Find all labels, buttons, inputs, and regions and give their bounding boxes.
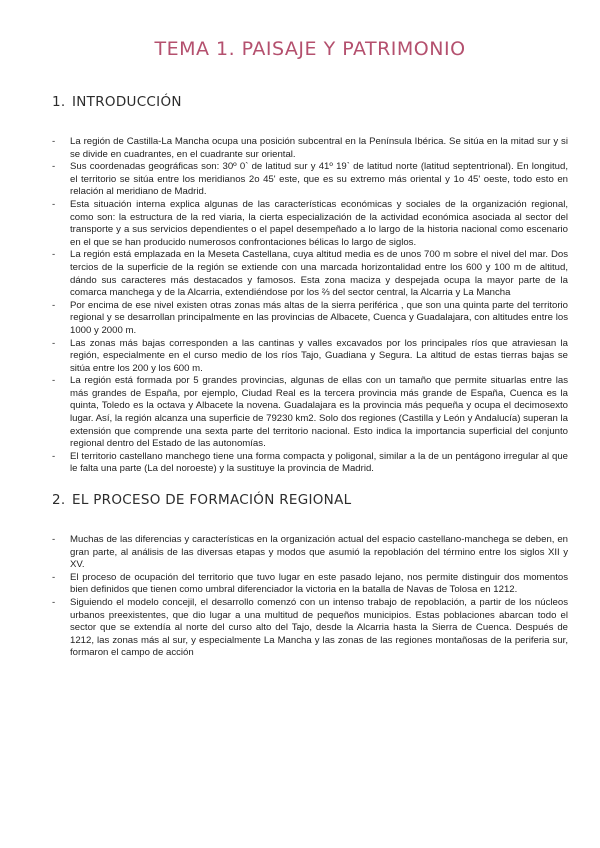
dash-marker: - (52, 450, 56, 462)
dash-marker: - (52, 375, 56, 387)
section-number: 2. (52, 492, 66, 509)
section-title: INTRODUCCIÓN (72, 94, 182, 110)
dash-marker: - (52, 136, 56, 147)
bullet-text: Siguiendo el modelo concejil, el desarrollo comenzó con un intenso trabajo de repoblación, a partir de los núcleos urbanos preexistentes, que dio lugar a una multitud de pequeños municipios. Estas poblaciones abarcan todo el sector que se extendía al norte del curso alto del Tajo, desde la Alcarria hasta la Sierra de Cuenca. Después de 1212, las zonas más al sur, y especialmente La Mancha y las zonas de las regiones montañosas de la periferia sur, formaron el campo de acción (70, 597, 568, 659)
bullet-text: Las zonas más bajas corresponden a las cantinas y valles excavados por los principales ríos que atraviesan la región, especialmente en el curso medio de los ríos Tajo, Guadiana y Segura. La altitud de estas tierras bajas se sitúa entre los 200 y los 600 m. (70, 337, 568, 374)
section-title: EL PROCESO DE FORMACIÓN REGIONAL (72, 492, 352, 509)
bullet-item (52, 199, 568, 249)
bullet-text: Muchas de las diferencias y características en la organización actual del espacio castellano-manchega se deben, en gran parte, al análisis de las diversas etapas y modos que asumió la repoblación del término entre los siglos XII y XV. (70, 534, 568, 571)
bullet-text: La región está formada por 5 grandes provincias, algunas de ellas con un tamaño que permite situarlas entre las más grandes de España, por ejemplo, Ciudad Real es la tercera provincia más grande de España, Cuenca es la quinta, Toledo es la octava y Albacete la novena. Guadalajara es la provincia más pequeña y ocupa el decimosexto lugar. Así, la región alcanza una superficie de 79230 km2. Solo dos regiones (Castilla y León y Andalucía) superan la extensión que comprende una sexta parte del territorio nacional. Esto indica la importancia superficial del conjunto regional dentro del Estado de las autonomías. (70, 375, 568, 450)
section-introduccion (52, 94, 568, 476)
section-number: 1. (52, 94, 66, 110)
dash-marker: - (52, 571, 56, 583)
bullet-item (52, 338, 568, 376)
bullet-item (52, 249, 568, 299)
bullet-item (52, 375, 568, 451)
bullet-list (52, 534, 568, 660)
bullet-text: Sus coordenadas geográficas son: 30º 0` de latitud sur y 41º 19` de latitud norte (latitud septentrional). En longitud, el territorio se sitúa entre los meridianos 2o 45' este, que es su extremo más oriental y 1o 45' oeste, todo esto en relación al meridiano de Madrid. (70, 161, 568, 198)
bullet-item (52, 136, 568, 161)
bullet-text: La región está emplazada en la Meseta Castellana, cuya altitud media es de unos 700 m sobre el nivel del mar. Dos tercios de la superficie de la región se extiende con una marcada horizontalidad entre los 600 y 100 m de altitud, dándo sus caracteres más destacados y famosos. Esta zona maciza y despejada ocupa la mayor parte de la comarca manchega y de la Alcarria, extendiéndose por los ⅔ del sector central, la Alcarria y La Mancha (70, 249, 568, 299)
bullet-item (52, 597, 568, 660)
bullet-list (52, 136, 568, 476)
dash-marker: - (52, 249, 56, 261)
bullet-item (52, 161, 568, 199)
dash-marker: - (52, 337, 56, 349)
bullet-item (52, 300, 568, 338)
bullet-item (52, 451, 568, 476)
bullet-item (52, 572, 568, 597)
bullet-text: Esta situación interna explica algunas de las características económicas y sociales de la organización regional, como son: la estructura de la red viaria, la cierta especialización de la actividad económica asociada al sector del transporte y a sus servicios dependientes o el papel desempeñado a lo largo de la historia nacional como escenario en el que se han producido numerosos confrontaciones bélicas lo largo de siglos. (70, 198, 568, 248)
dash-marker: - (52, 534, 56, 546)
bullet-text: La región de Castilla-La Mancha ocupa una posición subcentral en la Península Ibérica. Se sitúa en la mitad sur y si se divide en cuadrantes, en el cuadrante sur oriental. (70, 136, 568, 160)
section-heading (52, 94, 568, 110)
bullet-item (52, 534, 568, 572)
dash-marker: - (52, 198, 56, 210)
bullet-text: El territorio castellano manchego tiene una forma compacta y poligonal, similar a la de un pentágono irregular al que le falta una parte (La del noroeste) y la sustituye la provincia de Madrid. (70, 450, 568, 475)
dash-marker: - (52, 299, 56, 311)
section-proceso-formacion (52, 492, 568, 660)
dash-marker: - (52, 597, 56, 608)
document-title: TEMA 1. PAISAJE Y PATRIMONIO (154, 38, 466, 60)
bullet-text: El proceso de ocupación del territorio que tuvo lugar en este pasado lejano, nos permite distinguir dos momentos bien definidos que tienen como umbral diferenciador la victoria en la batalla de Navas de Tolosa en 1212. (70, 571, 568, 596)
section-heading (52, 492, 568, 508)
dash-marker: - (52, 161, 56, 173)
bullet-text: Por encima de ese nivel existen otras zonas más altas de la sierra periférica , que son una quinta parte del territorio regional y se desarrollan principalmente en las provincias de Albacete, Cuenca y Guadalajara, con altitudes entre los 1000 y 2000 m. (70, 299, 568, 336)
